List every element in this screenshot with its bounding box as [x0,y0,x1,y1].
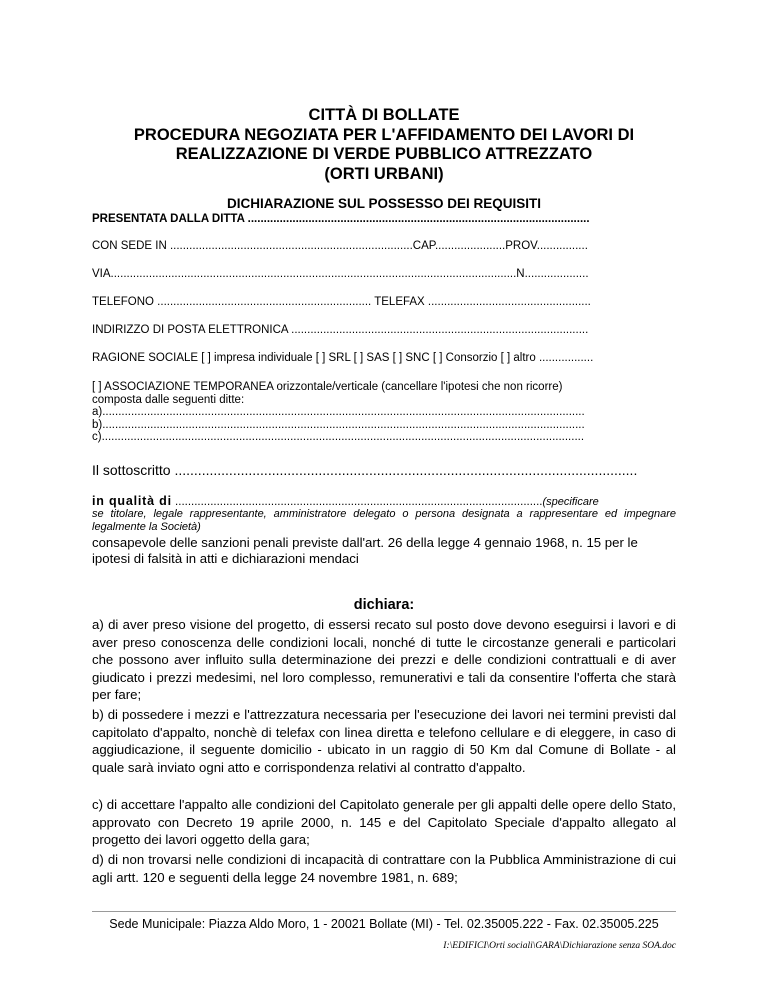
document-title [92,106,676,184]
consapevole-text: consapevole delle sanzioni penali previste dall'art. 26 della legge 4 gennaio 1968, n. 15 per le ipotesi di falsità in atti e dichiarazioni mendaci [92,535,638,566]
footer-address: Sede Municipale: Piazza Aldo Moro, 1 - 20021 Bollate (MI) - Tel. 02.35005.222 - Fax. 02.35005.225 [109,917,659,931]
via-field: VIA...............................................................................................................................N.................... [92,268,589,280]
sottoscritto-field: Il sottoscritto ....................................................................................................................... [92,462,638,478]
title-line-2: REALIZZAZIONE DI VERDE PUBBLICO ATTREZZATO [175,145,593,163]
ditta-c-line: c)....................................................................................................................................................... [92,431,585,443]
title-line-3: (ORTI URBANI) [324,164,444,183]
qualita-label: in qualità di [92,494,172,508]
footer-divider [92,911,676,912]
ditta-a-line: a)....................................................................................................................................................... [92,406,585,418]
dichiara-item-b: b) di possedere i mezzi e l'attrezzatura necessaria per l'esecuzione dei lavori nei termini previsti dal capitolato d'appalto, nonchè di telefax con linea diretta e telefono cellulare e di eleggere, in caso di aggiudicazione, il seguente domicilio - ubicato in un raggio di 50 Km dal Comune di Bollate - al quale sarà inviato ogni atto e corrispondenza relativi al contratto d'appalto. [92,707,676,775]
associazione-line: composta dalle seguenti ditte: [92,393,245,406]
email-field: INDIRIZZO DI POSTA ELETTRONICA ............................................................................................. [92,324,589,336]
telefono-field: TELEFONO ................................................................... TELEFAX ................................................... [92,296,591,308]
associazione-block [92,381,672,444]
dichiara-item-a: a) di aver preso visione del progetto, di essersi recato sul posto dove devono eseguirsi i lavori e di aver preso conoscenza delle condizioni locali, nonché di tutte le circostanze generali e particolari che possono aver influito sulla determinazione dei prezzi e delle condizioni contrattuali e di aver giudicato i prezzi medesimi, nel loro complesso, remunerativi e tali da consentire l'offerta che starà per fare; [92,617,676,702]
presentata-field: PRESENTATA DALLA DITTA ........................................................................................................... [92,213,590,225]
qualita-block [92,494,676,567]
qualita-dots: ................................................................................................................... [171,496,543,508]
ragione-sociale-field: RAGIONE SOCIALE [ ] impresa individuale [ ] SRL [ ] SAS [ ] SNC [ ] Consorzio [ ] altro ................. [92,352,594,364]
dichiara-heading: dichiara: [353,597,415,613]
qualita-spec: (specificare [542,496,599,508]
qualita-note: se titolare, legale rappresentante, amministratore delegato o persona designata a rappresentare ed impegnare legalmente la Società) [92,508,676,533]
associazione-line: [ ] ASSOCIAZIONE TEMPORANEA orizzontale/verticale (cancellare l'ipotesi che non ricorre) [92,381,563,393]
title-city: CITTÀ DI BOLLATE [308,106,460,124]
dichiara-item-c: c) di accettare l'appalto alle condizioni del Capitolato generale per gli appalti delle opere dello Stato, approvato con Decreto 19 aprile 2000, n. 145 e del Capitolato Speciale d'appalto allegato al progetto dei lavori oggetto della gara; [92,797,676,847]
declaration-subtitle: DICHIARAZIONE SUL POSSESSO DEI REQUISITI [226,196,542,211]
dichiara-item-d: d) di non trovarsi nelle condizioni di incapacità di contrattare con la Pubblica Amministrazione di cui agli artt. 120 e seguenti della legge 24 novembre 1981, n. 689; [92,852,676,885]
sede-field: CON SEDE IN ............................................................................CAP......................PROV................ [92,240,588,252]
qualita-line [92,494,676,508]
title-line-1: PROCEDURA NEGOZIATA PER L'AFFIDAMENTO DEI LAVORI DI [133,125,635,144]
ditta-b-line: b)....................................................................................................................................................... [92,418,585,431]
file-path: I:\EDIFICI\Orti sociali\GARA\Dichiarazione senza SOA.doc [443,941,676,951]
